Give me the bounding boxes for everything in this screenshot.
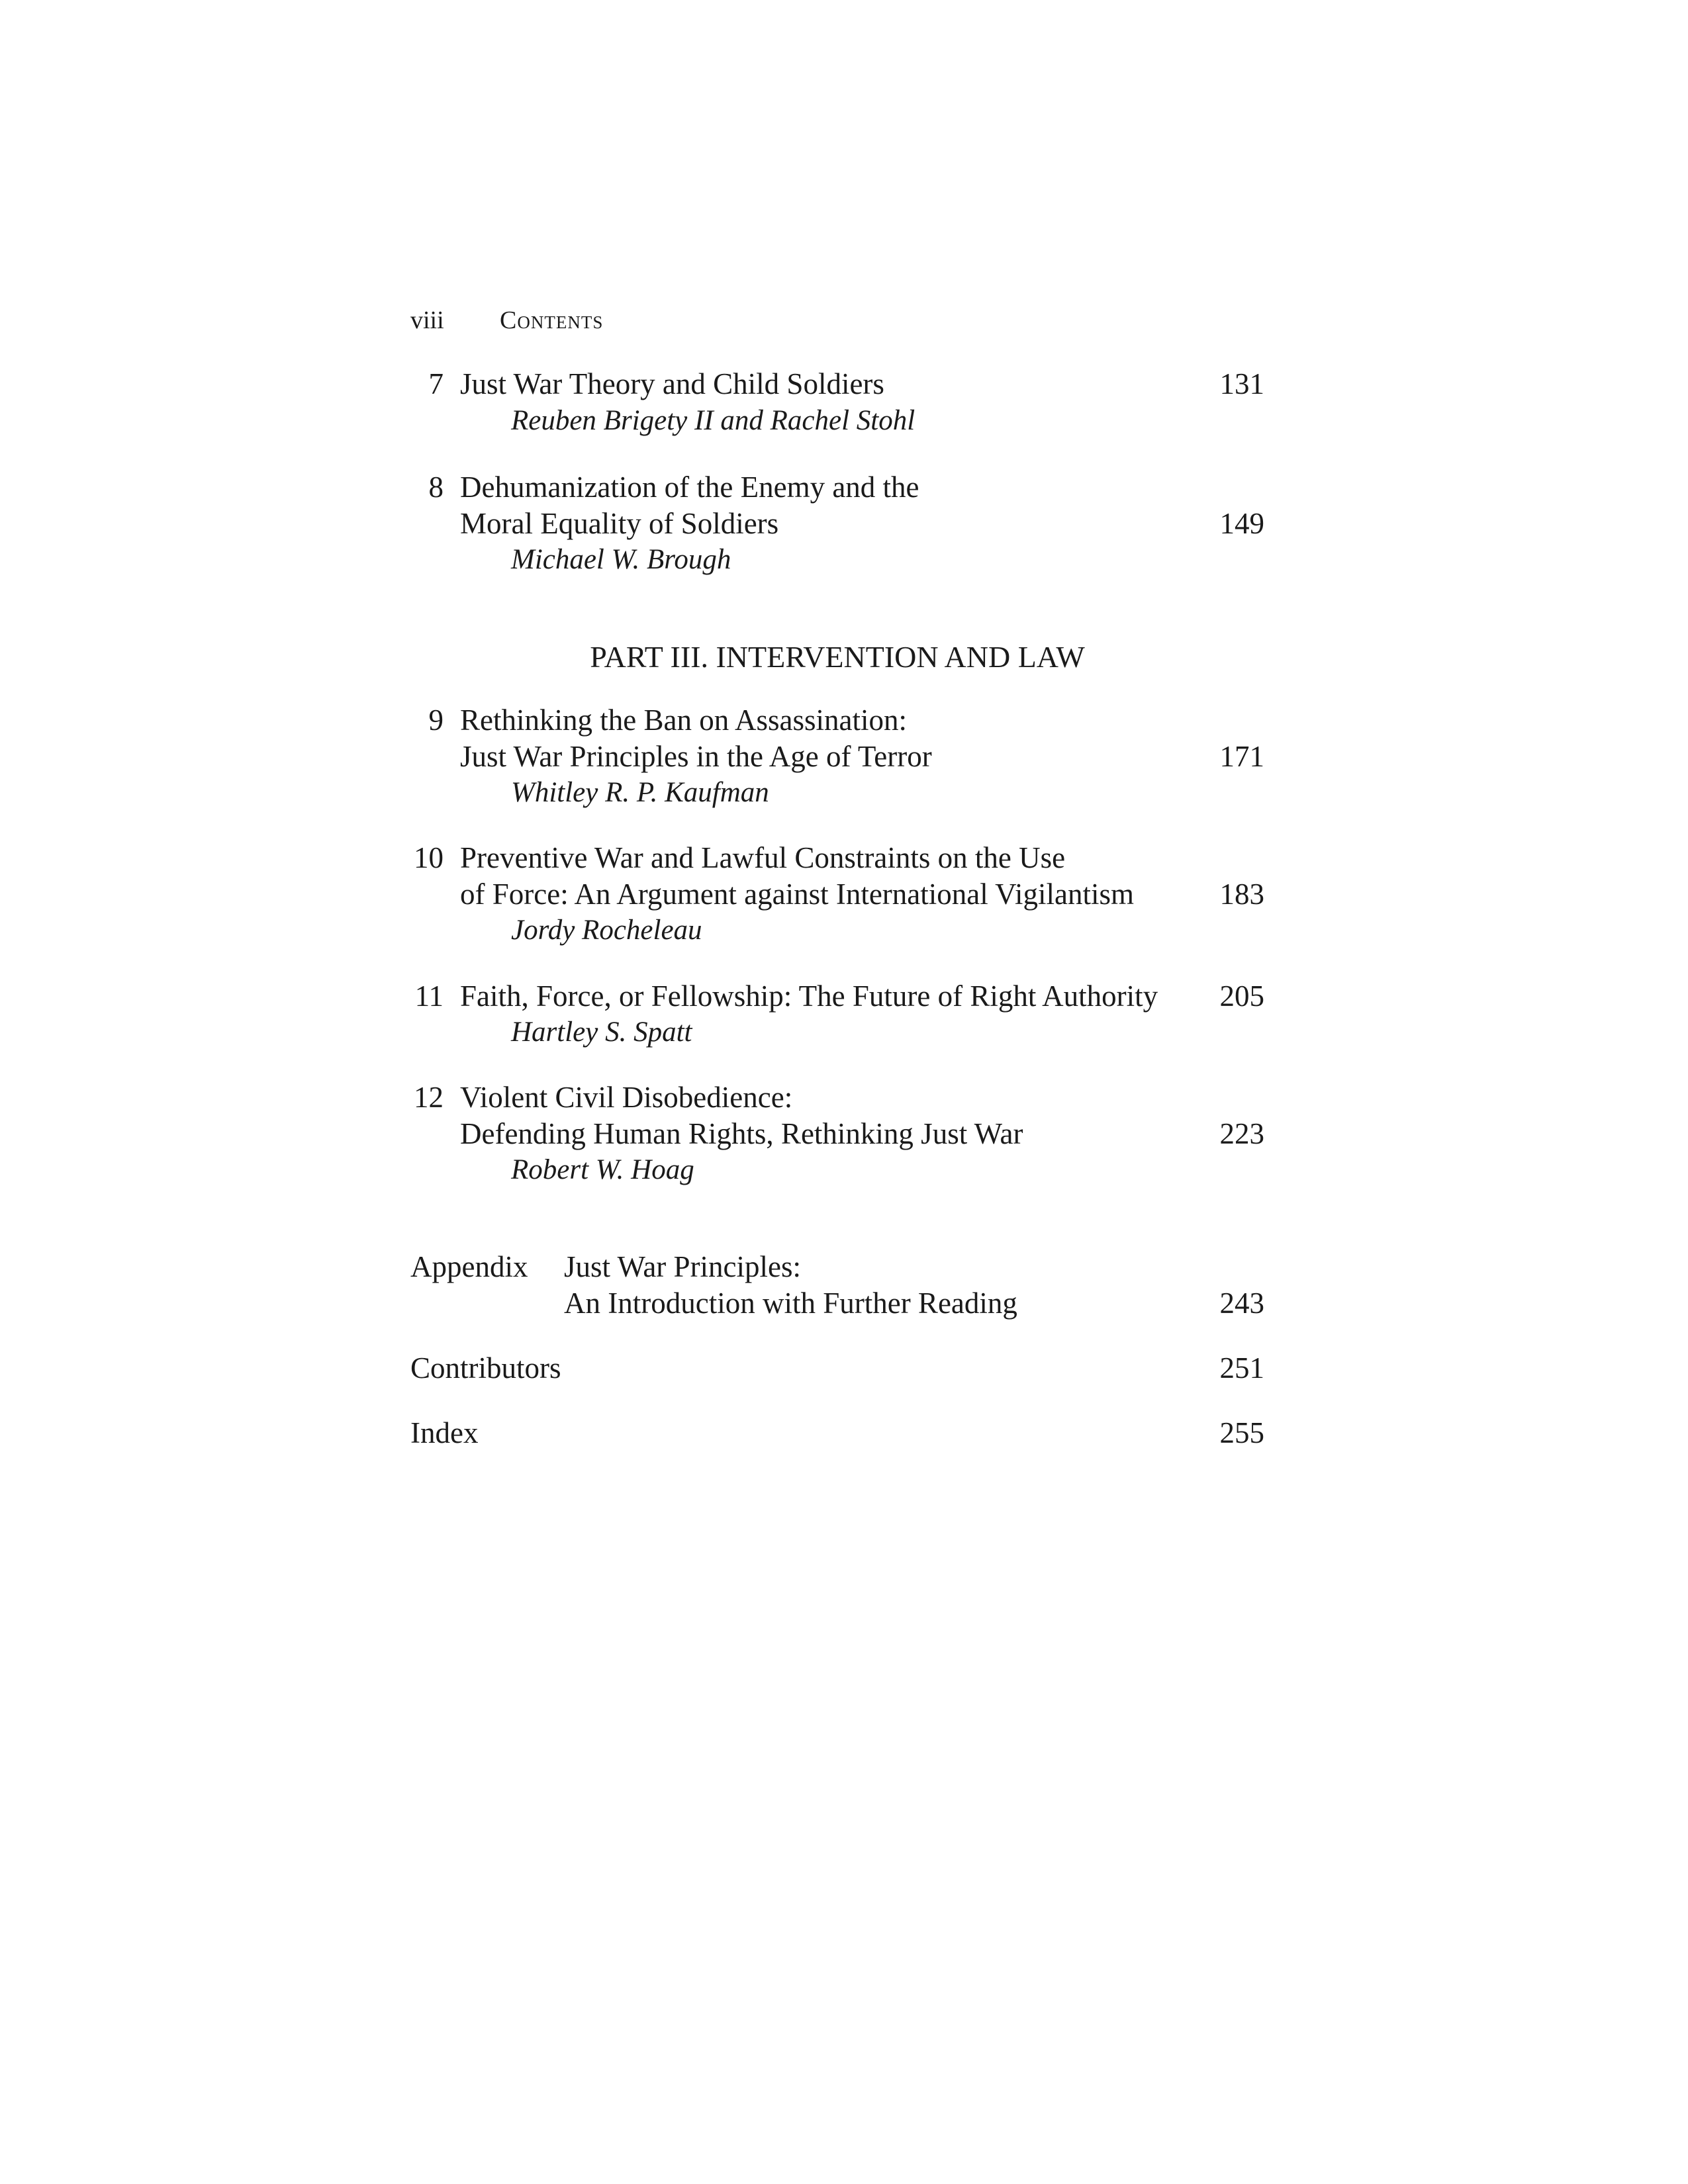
chapter-10-title-line-2: of Force: An Argument against International Vigilantism — [460, 878, 1134, 911]
chapter-9-page: 171 — [1219, 740, 1264, 773]
chapter-12-title-line-2: Defending Human Rights, Rethinking Just War — [460, 1117, 1023, 1150]
chapter-8-author: Michael W. Brough — [511, 544, 731, 575]
appendix-page: 243 — [1219, 1287, 1264, 1320]
chapter-11-number: 11 — [414, 979, 444, 1013]
chapter-8-title-line-1: Dehumanization of the Enemy and the — [460, 471, 919, 504]
chapter-12-title-line-1: Violent Civil Disobedience: — [460, 1081, 793, 1114]
running-head-title — [500, 306, 603, 335]
chapter-12-author: Robert W. Hoag — [511, 1154, 694, 1185]
chapter-12-page: 223 — [1219, 1117, 1264, 1150]
chapter-7-title-line-1: Just War Theory and Child Soldiers — [460, 367, 884, 400]
part-heading: PART III. INTERVENTION AND LAW — [590, 640, 1085, 674]
chapter-7-number: 7 — [428, 367, 444, 400]
chapter-10-author: Jordy Rocheleau — [511, 915, 702, 946]
chapter-9-title-line-1: Rethinking the Ban on Assassination: — [460, 704, 907, 737]
chapter-10-number: 10 — [414, 841, 444, 874]
chapter-12-number: 12 — [414, 1081, 444, 1114]
appendix-title-line-1: Just War Principles: — [564, 1250, 802, 1283]
appendix-label: Appendix — [410, 1250, 528, 1283]
appendix-title-line-2: An Introduction with Further Reading — [564, 1287, 1017, 1320]
chapter-8-number: 8 — [428, 471, 444, 504]
chapter-7-page: 131 — [1219, 367, 1264, 400]
chapter-7-author: Reuben Brigety II and Rachel Stohl — [511, 405, 915, 436]
chapter-8-title-line-2: Moral Equality of Soldiers — [460, 507, 779, 540]
contributors-page: 251 — [1219, 1351, 1264, 1385]
index-page: 255 — [1219, 1416, 1264, 1449]
chapter-11-page: 205 — [1219, 979, 1264, 1013]
running-head-title-text: Contents — [500, 306, 604, 334]
chapter-9-author: Whitley R. P. Kaufman — [511, 777, 769, 808]
index-label: Index — [410, 1416, 479, 1449]
chapter-11-title-line-1: Faith, Force, or Fellowship: The Future of Right Authority — [460, 979, 1158, 1013]
chapter-10-page: 183 — [1219, 878, 1264, 911]
chapter-9-title-line-2: Just War Principles in the Age of Terror — [460, 740, 932, 773]
chapter-11-author: Hartley S. Spatt — [511, 1017, 692, 1048]
chapter-10-title-line-1: Preventive War and Lawful Constraints on the Use — [460, 841, 1066, 874]
chapter-8-page: 149 — [1219, 507, 1264, 540]
contributors-label: Contributors — [410, 1351, 561, 1385]
running-head-folio: viii — [410, 306, 444, 334]
chapter-9-number: 9 — [428, 704, 444, 737]
